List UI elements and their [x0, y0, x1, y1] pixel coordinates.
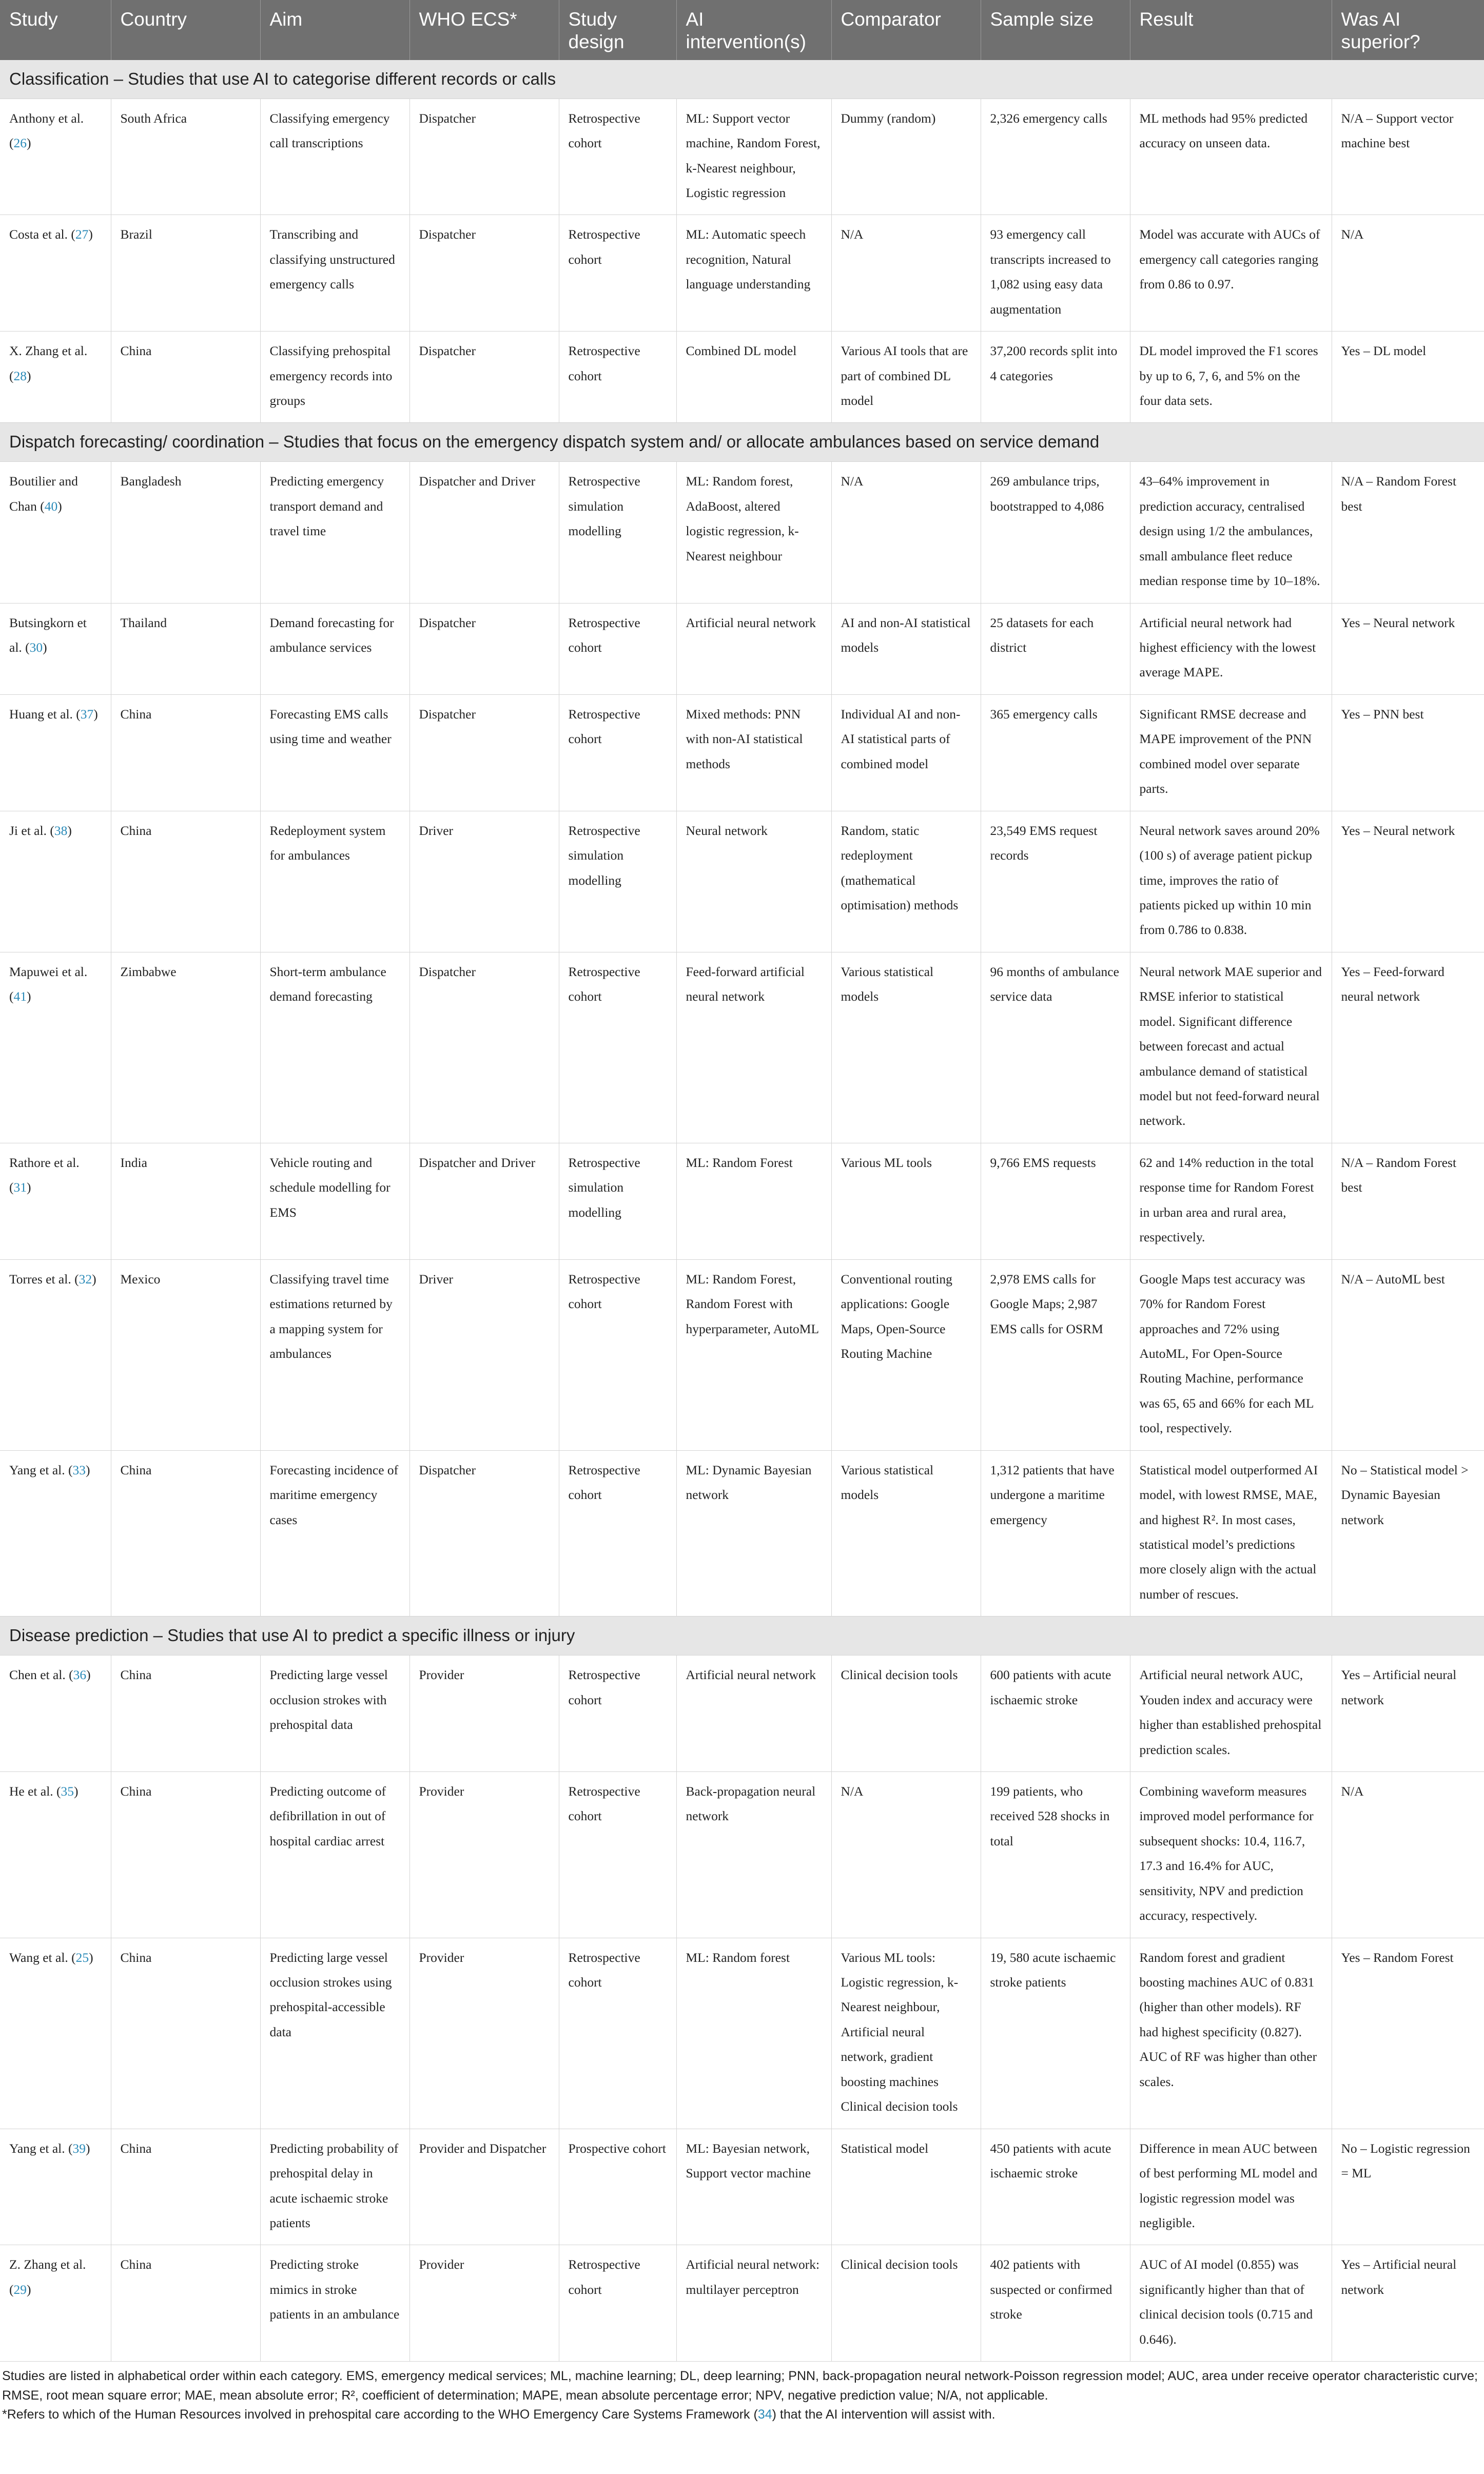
- comparator-cell: N/A: [831, 1771, 981, 1938]
- superiority-cell: Yes – PNN best: [1332, 694, 1484, 811]
- design-cell: Retrospective cohort: [559, 603, 676, 694]
- result-cell: Combining waveform measures improved model performance for subsequent shocks: 10.4, 116.7, 17.3 and 16.4% for AUC, sensitivity, NPV and prediction accuracy, respectively.: [1130, 1771, 1332, 1938]
- sample-size-cell: 93 emergency call transcripts increased to 1,082 using easy data augmentation: [981, 215, 1130, 332]
- superiority-cell: Yes – Feed-forward neural network: [1332, 952, 1484, 1143]
- study-name: Torres et al.: [9, 1271, 71, 1287]
- column-header: Study: [0, 0, 111, 60]
- intervention-cell: ML: Automatic speech recognition, Natural language understanding: [676, 215, 831, 332]
- intervention-cell: Artificial neural network: multilayer perceptron: [676, 2245, 831, 2362]
- reference-link[interactable]: 38: [54, 823, 68, 838]
- table-row: [0, 2245, 1484, 2362]
- aim-cell: Predicting emergency transport demand and travel time: [260, 462, 409, 603]
- study-name: Yang et al.: [9, 2140, 65, 2156]
- who-ecs-cell: Driver: [409, 811, 559, 952]
- superiority-cell: N/A: [1332, 215, 1484, 332]
- country-cell: China: [111, 2129, 260, 2245]
- result-cell: 62 and 14% reduction in the total response time for Random Forest in urban area and rural area, respectively.: [1130, 1143, 1332, 1259]
- table-row: [0, 952, 1484, 1143]
- aim-cell: Predicting stroke mimics in stroke patients in an ambulance: [260, 2245, 409, 2362]
- aim-cell: Predicting large vessel occlusion strokes using prehospital-accessible data: [260, 1938, 409, 2129]
- study-name: Anthony et al.: [9, 110, 84, 126]
- reference-link[interactable]: 40: [44, 498, 58, 514]
- reference-link[interactable]: 39: [72, 2140, 86, 2156]
- study-name: Ji et al.: [9, 823, 47, 838]
- column-header: Aim: [260, 0, 409, 60]
- category-row: [0, 423, 1484, 462]
- study-cell: Yang et al. (33): [0, 1450, 111, 1616]
- study-name: Costa et al.: [9, 227, 68, 242]
- category-title: Dispatch forecasting/ coordination – Studies that focus on the emergency dispatch system and/ or allocate ambulances based on service demand: [0, 423, 1484, 462]
- table-row: [0, 1259, 1484, 1450]
- aim-cell: Redeployment system for ambulances: [260, 811, 409, 952]
- comparator-cell: Clinical decision tools: [831, 1655, 981, 1772]
- table-row: [0, 1655, 1484, 1772]
- intervention-cell: Combined DL model: [676, 332, 831, 423]
- design-cell: Retrospective cohort: [559, 1938, 676, 2129]
- intervention-cell: Feed-forward artificial neural network: [676, 952, 831, 1143]
- country-cell: China: [111, 1771, 260, 1938]
- study-cell: Rathore et al. (31): [0, 1143, 111, 1259]
- design-cell: Retrospective simulation modelling: [559, 462, 676, 603]
- design-cell: Retrospective simulation modelling: [559, 811, 676, 952]
- who-ecs-cell: Provider: [409, 2245, 559, 2362]
- superiority-cell: Yes – DL model: [1332, 332, 1484, 423]
- study-cell: Anthony et al. (26): [0, 99, 111, 215]
- who-ecs-cell: Dispatcher: [409, 99, 559, 215]
- result-cell: 43–64% improvement in prediction accuracy, centralised design using 1/2 the ambulances, small ambulance fleet reduce median response time by 10–18%.: [1130, 462, 1332, 603]
- sample-size-cell: 365 emergency calls: [981, 694, 1130, 811]
- reference-link[interactable]: 29: [13, 2282, 27, 2297]
- aim-cell: Predicting large vessel occlusion strokes with prehospital data: [260, 1655, 409, 1772]
- study-cell: Yang et al. (39): [0, 2129, 111, 2245]
- intervention-cell: ML: Random Forest, Random Forest with hyperparameter, AutoML: [676, 1259, 831, 1450]
- who-ecs-cell: Driver: [409, 1259, 559, 1450]
- who-ecs-cell: Dispatcher: [409, 952, 559, 1143]
- comparator-cell: Clinical decision tools: [831, 2245, 981, 2362]
- column-header: Was AI superior?: [1332, 0, 1484, 60]
- reference-link[interactable]: 33: [72, 1462, 86, 1477]
- comparator-cell: Conventional routing applications: Google Maps, Open-Source Routing Machine: [831, 1259, 981, 1450]
- who-ecs-cell: Provider: [409, 1655, 559, 1772]
- study-cell: X. Zhang et al. (28): [0, 332, 111, 423]
- superiority-cell: No – Logistic regression = ML: [1332, 2129, 1484, 2245]
- reference-link[interactable]: 34: [757, 2407, 772, 2422]
- intervention-cell: Artificial neural network: [676, 1655, 831, 1772]
- who-ecs-cell: Dispatcher and Driver: [409, 462, 559, 603]
- who-ecs-cell: Provider: [409, 1771, 559, 1938]
- comparator-cell: Various ML tools: [831, 1143, 981, 1259]
- study-cell: Chen et al. (36): [0, 1655, 111, 1772]
- superiority-cell: Yes – Artificial neural network: [1332, 2245, 1484, 2362]
- comparator-cell: Dummy (random): [831, 99, 981, 215]
- who-ecs-cell: Dispatcher: [409, 215, 559, 332]
- design-cell: Retrospective simulation modelling: [559, 1143, 676, 1259]
- who-ecs-cell: Provider: [409, 1938, 559, 2129]
- intervention-cell: ML: Random forest, AdaBoost, altered logistic regression, k-Nearest neighbour: [676, 462, 831, 603]
- aim-cell: Demand forecasting for ambulance services: [260, 603, 409, 694]
- table-row: [0, 694, 1484, 811]
- intervention-cell: ML: Dynamic Bayesian network: [676, 1450, 831, 1616]
- superiority-cell: N/A – AutoML best: [1332, 1259, 1484, 1450]
- country-cell: China: [111, 1450, 260, 1616]
- footnote-who-ecs: *Refers to which of the Human Resources involved in prehospital care according to the WHO Emergency Care Systems Framework (34) that the AI intervention will assist with.: [2, 2407, 995, 2422]
- superiority-cell: No – Statistical model > Dynamic Bayesian network: [1332, 1450, 1484, 1616]
- study-cell: He et al. (35): [0, 1771, 111, 1938]
- reference-link[interactable]: 37: [80, 706, 94, 722]
- result-cell: Google Maps test accuracy was 70% for Random Forest approaches and 72% using AutoML, For Open-Source Routing Machine, performance was 65, 65 and 66% for each ML tool, respectively.: [1130, 1259, 1332, 1450]
- result-cell: Neural network saves around 20% (100 s) of average patient pickup time, improves the ratio of patients picked up within 10 min from 0.786 to 0.838.: [1130, 811, 1332, 952]
- result-cell: Random forest and gradient boosting machines AUC of 0.831 (higher than other models). RF had highest specificity (0.827). AUC of RF was higher than other scales.: [1130, 1938, 1332, 2129]
- column-header: AI intervention(s): [676, 0, 831, 60]
- column-header: Sample size: [981, 0, 1130, 60]
- result-cell: Difference in mean AUC between of best performing ML model and logistic regression model was negligible.: [1130, 2129, 1332, 2245]
- reference-link[interactable]: 36: [73, 1667, 87, 1683]
- country-cell: China: [111, 1655, 260, 1772]
- design-cell: Retrospective cohort: [559, 1771, 676, 1938]
- comparator-cell: AI and non-AI statistical models: [831, 603, 981, 694]
- sample-size-cell: 1,312 patients that have undergone a maritime emergency: [981, 1450, 1130, 1616]
- study-cell: Mapuwei et al. (41): [0, 952, 111, 1143]
- reference-link[interactable]: 30: [29, 640, 43, 655]
- study-name: Yang et al.: [9, 1462, 65, 1477]
- result-cell: Artificial neural network had highest efficiency with the lowest average MAPE.: [1130, 603, 1332, 694]
- category-row: [0, 60, 1484, 99]
- sample-size-cell: 23,549 EMS request records: [981, 811, 1130, 952]
- reference-link[interactable]: 28: [13, 368, 27, 383]
- table-row: [0, 811, 1484, 952]
- comparator-cell: Statistical model: [831, 2129, 981, 2245]
- result-cell: Statistical model outperformed AI model, with lowest RMSE, MAE, and highest R². In most cases, statistical model’s predictions more closely align with the actual number of rescues.: [1130, 1450, 1332, 1616]
- result-cell: DL model improved the F1 scores by up to 6, 7, 6, and 5% on the four data sets.: [1130, 332, 1332, 423]
- intervention-cell: ML: Random forest: [676, 1938, 831, 2129]
- comparator-cell: Random, static redeployment (mathematical optimisation) methods: [831, 811, 981, 952]
- column-header: Result: [1130, 0, 1332, 60]
- study-name: Boutilier and Chan: [9, 474, 78, 514]
- design-cell: Retrospective cohort: [559, 332, 676, 423]
- country-cell: Mexico: [111, 1259, 260, 1450]
- intervention-cell: ML: Support vector machine, Random Forest, k-Nearest neighbour, Logistic regression: [676, 99, 831, 215]
- study-name: Wang et al.: [9, 1950, 68, 1965]
- study-name: Butsingkorn et al.: [9, 615, 87, 655]
- superiority-cell: Yes – Artificial neural network: [1332, 1655, 1484, 1772]
- country-cell: South Africa: [111, 99, 260, 215]
- design-cell: Retrospective cohort: [559, 694, 676, 811]
- superiority-cell: Yes – Random Forest: [1332, 1938, 1484, 2129]
- category-row: [0, 1616, 1484, 1655]
- table-header-row: [0, 0, 1484, 60]
- intervention-cell: Back-propagation neural network: [676, 1771, 831, 1938]
- sample-size-cell: 600 patients with acute ischaemic stroke: [981, 1655, 1130, 1772]
- result-cell: Artificial neural network AUC, Youden index and accuracy were higher than established prehospital prediction scales.: [1130, 1655, 1332, 1772]
- comparator-cell: Various statistical models: [831, 1450, 981, 1616]
- design-cell: Retrospective cohort: [559, 1259, 676, 1450]
- reference-link[interactable]: 41: [13, 989, 27, 1004]
- study-cell: Costa et al. (27): [0, 215, 111, 332]
- design-cell: Retrospective cohort: [559, 1450, 676, 1616]
- sample-size-cell: 269 ambulance trips, bootstrapped to 4,086: [981, 462, 1130, 603]
- country-cell: China: [111, 332, 260, 423]
- superiority-cell: N/A – Random Forest best: [1332, 1143, 1484, 1259]
- result-cell: Model was accurate with AUCs of emergency call categories ranging from 0.86 to 0.97.: [1130, 215, 1332, 332]
- intervention-cell: Mixed methods: PNN with non-AI statistical methods: [676, 694, 831, 811]
- column-header: Study design: [559, 0, 676, 60]
- study-cell: Butsingkorn et al. (30): [0, 603, 111, 694]
- reference-link[interactable]: 35: [61, 1783, 74, 1799]
- design-cell: Retrospective cohort: [559, 2245, 676, 2362]
- intervention-cell: Artificial neural network: [676, 603, 831, 694]
- superiority-cell: N/A: [1332, 1771, 1484, 1938]
- sample-size-cell: 37,200 records split into 4 categories: [981, 332, 1130, 423]
- sample-size-cell: 450 patients with acute ischaemic stroke: [981, 2129, 1130, 2245]
- aim-cell: Forecasting EMS calls using time and weather: [260, 694, 409, 811]
- table-row: [0, 1143, 1484, 1259]
- table-body: [0, 60, 1484, 2362]
- study-name: Rathore et al.: [9, 1155, 80, 1170]
- footnote-abbreviations: Studies are listed in alphabetical order within each category. EMS, emergency medical services; ML, machine learning; DL, deep learning; PNN, back-propagation neural network-Poisson regression model; AUC, area under receive operator characteristic curve; RMSE, root mean square error; MAE, mean absolute error; R², coefficient of determination; MAPE, mean absolute percentage error; NPV, negative prediction value; N/A, not applicable.: [2, 2369, 1478, 2403]
- sample-size-cell: 2,978 EMS calls for Google Maps; 2,987 EMS calls for OSRM: [981, 1259, 1130, 1450]
- table-row: [0, 603, 1484, 694]
- table-row: [0, 1771, 1484, 1938]
- design-cell: Retrospective cohort: [559, 1655, 676, 1772]
- reference-link[interactable]: 25: [75, 1950, 89, 1965]
- reference-link[interactable]: 32: [79, 1271, 92, 1287]
- study-name: Mapuwei et al.: [9, 964, 88, 979]
- study-cell: Z. Zhang et al. (29): [0, 2245, 111, 2362]
- intervention-cell: Neural network: [676, 811, 831, 952]
- table-row: [0, 215, 1484, 332]
- aim-cell: Predicting probability of prehospital delay in acute ischaemic stroke patients: [260, 2129, 409, 2245]
- result-cell: Significant RMSE decrease and MAPE improvement of the PNN combined model over separate parts.: [1130, 694, 1332, 811]
- aim-cell: Classifying prehospital emergency records into groups: [260, 332, 409, 423]
- who-ecs-cell: Dispatcher: [409, 1450, 559, 1616]
- design-cell: Retrospective cohort: [559, 215, 676, 332]
- reference-link[interactable]: 26: [13, 135, 27, 151]
- sample-size-cell: 9,766 EMS requests: [981, 1143, 1130, 1259]
- comparator-cell: N/A: [831, 462, 981, 603]
- table-row: [0, 1450, 1484, 1616]
- country-cell: China: [111, 1938, 260, 2129]
- intervention-cell: ML: Random Forest: [676, 1143, 831, 1259]
- sample-size-cell: 96 months of ambulance service data: [981, 952, 1130, 1143]
- aim-cell: Transcribing and classifying unstructured emergency calls: [260, 215, 409, 332]
- design-cell: Retrospective cohort: [559, 99, 676, 215]
- sample-size-cell: 25 datasets for each district: [981, 603, 1130, 694]
- country-cell: Brazil: [111, 215, 260, 332]
- category-title: Classification – Studies that use AI to categorise different records or calls: [0, 60, 1484, 99]
- country-cell: Bangladesh: [111, 462, 260, 603]
- study-name: He et al.: [9, 1783, 53, 1799]
- column-header: WHO ECS*: [409, 0, 559, 60]
- country-cell: India: [111, 1143, 260, 1259]
- comparator-cell: Various ML tools: Logistic regression, k-Nearest neighbour, Artificial neural network, gradient boosting machines Clinical decision tools: [831, 1938, 981, 2129]
- study-cell: Boutilier and Chan (40): [0, 462, 111, 603]
- sample-size-cell: 402 patients with suspected or confirmed stroke: [981, 2245, 1130, 2362]
- study-cell: Torres et al. (32): [0, 1259, 111, 1450]
- superiority-cell: N/A – Support vector machine best: [1332, 99, 1484, 215]
- aim-cell: Classifying emergency call transcriptions: [260, 99, 409, 215]
- comparator-cell: Individual AI and non-AI statistical parts of combined model: [831, 694, 981, 811]
- reference-link[interactable]: 27: [75, 227, 89, 242]
- study-name: X. Zhang et al.: [9, 343, 88, 359]
- table-row: [0, 99, 1484, 215]
- table-footnotes: [0, 2362, 1484, 2425]
- study-cell: Huang et al. (37): [0, 694, 111, 811]
- study-name: Huang et al.: [9, 706, 73, 722]
- comparator-cell: Various statistical models: [831, 952, 981, 1143]
- country-cell: China: [111, 694, 260, 811]
- sample-size-cell: 199 patients, who received 528 shocks in total: [981, 1771, 1130, 1938]
- who-ecs-cell: Dispatcher: [409, 694, 559, 811]
- who-ecs-cell: Provider and Dispatcher: [409, 2129, 559, 2245]
- country-cell: Thailand: [111, 603, 260, 694]
- column-header: Comparator: [831, 0, 981, 60]
- aim-cell: Short-term ambulance demand forecasting: [260, 952, 409, 1143]
- who-ecs-cell: Dispatcher and Driver: [409, 1143, 559, 1259]
- study-cell: Ji et al. (38): [0, 811, 111, 952]
- who-ecs-cell: Dispatcher: [409, 603, 559, 694]
- aim-cell: Forecasting incidence of maritime emergency cases: [260, 1450, 409, 1616]
- aim-cell: Vehicle routing and schedule modelling for EMS: [260, 1143, 409, 1259]
- comparator-cell: Various AI tools that are part of combined DL model: [831, 332, 981, 423]
- study-cell: Wang et al. (25): [0, 1938, 111, 2129]
- table-row: [0, 2129, 1484, 2245]
- aim-cell: Classifying travel time estimations returned by a mapping system for ambulances: [260, 1259, 409, 1450]
- comparator-cell: N/A: [831, 215, 981, 332]
- reference-link[interactable]: 31: [13, 1180, 27, 1195]
- intervention-cell: ML: Bayesian network, Support vector machine: [676, 2129, 831, 2245]
- design-cell: Prospective cohort: [559, 2129, 676, 2245]
- result-cell: Neural network MAE superior and RMSE inferior to statistical model. Significant difference between forecast and actual ambulance demand of statistical model but not feed-forward neural network.: [1130, 952, 1332, 1143]
- country-cell: China: [111, 2245, 260, 2362]
- result-cell: ML methods had 95% predicted accuracy on unseen data.: [1130, 99, 1332, 215]
- column-header: Country: [111, 0, 260, 60]
- sample-size-cell: 2,326 emergency calls: [981, 99, 1130, 215]
- result-cell: AUC of AI model (0.855) was significantly higher than that of clinical decision tools (0.715 and 0.646).: [1130, 2245, 1332, 2362]
- table-row: [0, 462, 1484, 603]
- table-row: [0, 332, 1484, 423]
- who-ecs-cell: Dispatcher: [409, 332, 559, 423]
- category-title: Disease prediction – Studies that use AI to predict a specific illness or injury: [0, 1616, 1484, 1655]
- design-cell: Retrospective cohort: [559, 952, 676, 1143]
- country-cell: Zimbabwe: [111, 952, 260, 1143]
- table-row: [0, 1938, 1484, 2129]
- study-name: Chen et al.: [9, 1667, 66, 1683]
- superiority-cell: Yes – Neural network: [1332, 811, 1484, 952]
- superiority-cell: N/A – Random Forest best: [1332, 462, 1484, 603]
- aim-cell: Predicting outcome of defibrillation in out of hospital cardiac arrest: [260, 1771, 409, 1938]
- superiority-cell: Yes – Neural network: [1332, 603, 1484, 694]
- sample-size-cell: 19, 580 acute ischaemic stroke patients: [981, 1938, 1130, 2129]
- country-cell: China: [111, 811, 260, 952]
- study-name: Z. Zhang et al.: [9, 2257, 86, 2272]
